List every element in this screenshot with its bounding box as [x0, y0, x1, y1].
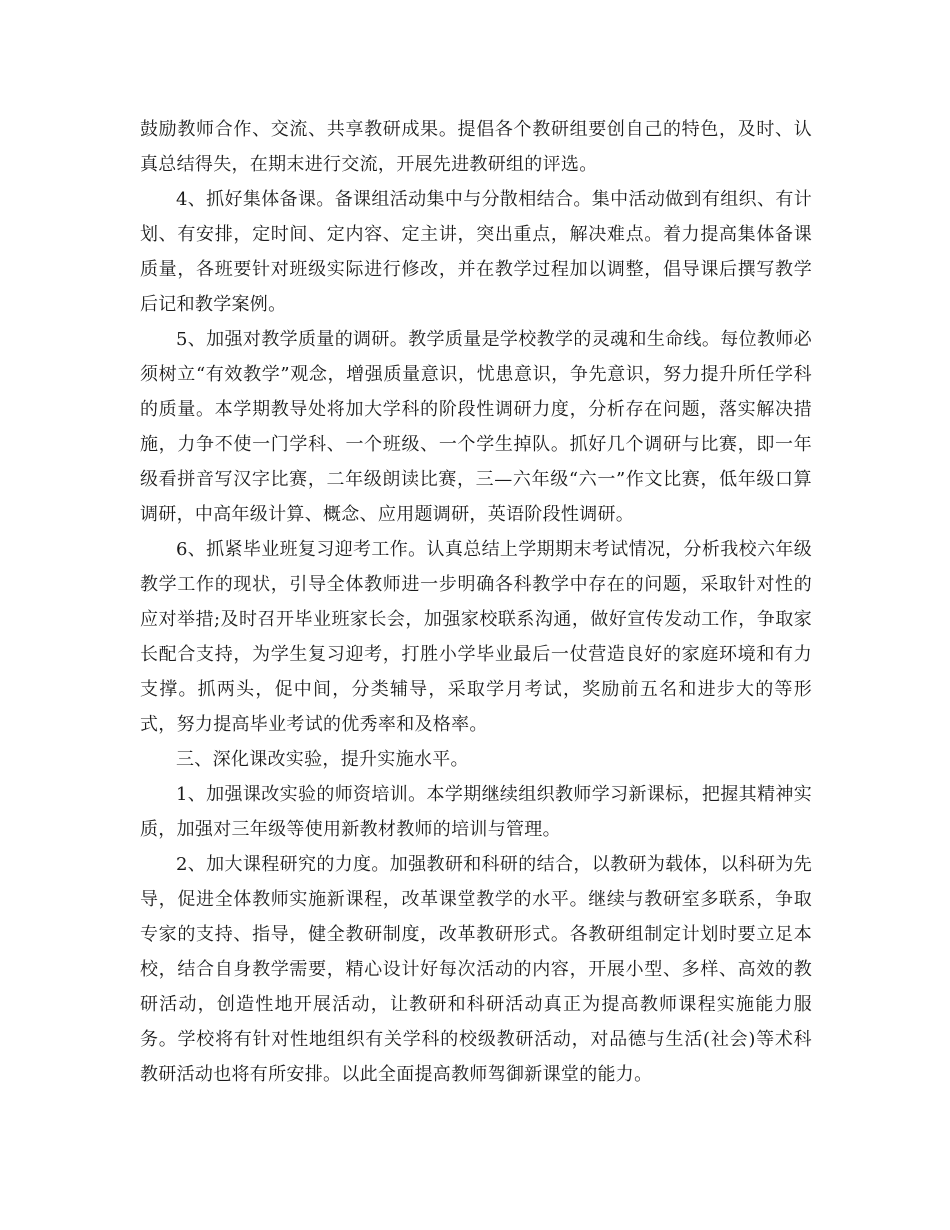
document-body: [140, 112, 812, 1092]
paragraph-continuation: 鼓励教师合作、交流、共享教研成果。提倡各个教研组要创自己的特色，及时、认真总结得失，在期末进行交流，开展先进教研组的评选。: [140, 119, 812, 175]
paragraph-teaching-quality-research: 5、加强对教学质量的调研。教学质量是学校教学的灵魂和生命线。每位教师必须树立“有效教学”观念，增强质量意识，忧患意识，争先意识，努力提升所任学科的质量。本学期教导处将加大学科的阶段性调研力度，分析存在问题，落实解决措施，力争不使一门学科、一个班级、一个学生掉队。抓好几个调研与比赛，即一年级看拼音写汉字比赛，二年级朗读比赛，三—六年级“六一”作文比赛，低年级口算调研，中高年级计算、概念、应用题调研，英语阶段性调研。: [140, 329, 812, 525]
paragraph-graduating-class-review: 6、抓紧毕业班复习迎考工作。认真总结上学期期末考试情况，分析我校六年级教学工作的现状，引导全体教师进一步明确各科教学中存在的问题，采取针对性的应对举措;及时召开毕业班家长会，加强家校联系沟通，做好宣传发动工作，争取家长配合支持，为学生复习迎考，打胜小学毕业最后一仗营造良好的家庭环境和有力支撑。抓两头，促中间，分类辅导，采取学月考试，奖励前五名和进步大的等形式，努力提高毕业考试的优秀率和及格率。: [140, 539, 812, 735]
paragraph-teacher-training: 1、加强课改实验的师资培训。本学期继续组织教师学习新课标，把握其精神实质，加强对三年级等使用新教材教师的培训与管理。: [140, 784, 812, 840]
paragraph-collective-lesson-prep: 4、抓好集体备课。备课组活动集中与分散相结合。集中活动做到有组织、有计划、有安排，定时间、定内容、定主讲，突出重点，解决难点。着力提高集体备课质量，各班要针对班级实际进行修改，并在教学过程加以调整，倡导课后撰写教学后记和教学案例。: [140, 189, 812, 315]
section-heading-curriculum-reform: 三、深化课改实验，提升实施水平。: [176, 749, 469, 770]
paragraph-curriculum-research: 2、加大课程研究的力度。加强教研和科研的结合，以教研为载体，以科研为先导，促进全体教师实施新课程，改革课堂教学的水平。继续与教研室多联系，争取专家的支持、指导，健全教研制度，改革教研形式。各教研组制定计划时要立足本校，结合自身教学需要，精心设计好每次活动的内容，开展小型、多样、高效的教研活动，创造性地开展活动，让教研和科研活动真正为提高教师课程实施能力服务。学校将有针对性地组织有关学科的校级教研活动，对品德与生活(社会)等术科教研活动也将有所安排。以此全面提高教师驾御新课堂的能力。: [140, 854, 812, 1085]
